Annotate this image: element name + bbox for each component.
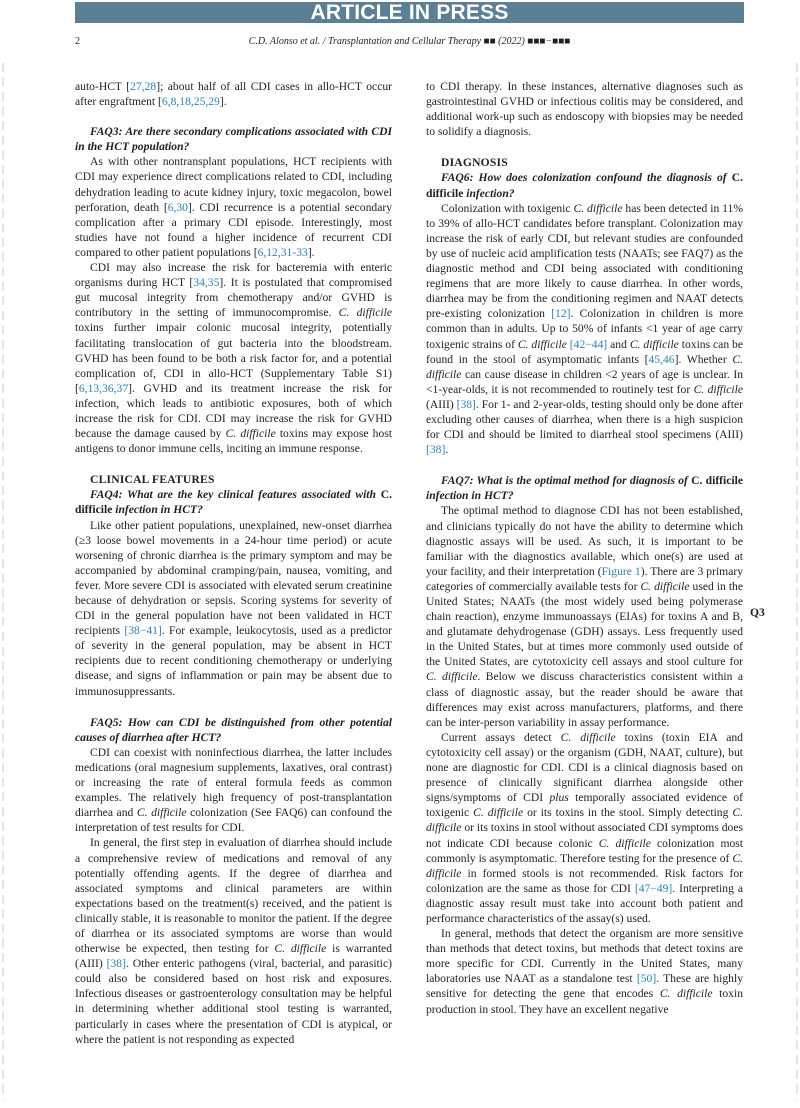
paragraph: As with other nontransplant populations, HCT recipients with CDI may experience direct complications related to CDI, including dehydration leading to acute kidney injury, toxic megacolon, bowel perforation, death [6,30]. CDI recurrence is a potential secondary complication after a primary CDI episode. Interestingly, most studies have not found a higher incidence of recurrent CDI compared to other patient populations [6,12,31-33]. [75,155,392,259]
citation-link[interactable]: [38−41] [124,624,162,638]
citation-link[interactable]: 6,8,18,25,29 [161,95,220,109]
paragraph: CDI may also increase the risk for bacteremia with enteric organisms during HCT [34,35]. It is postulated that compromised gut mucosal integrity from chemotherapy and/or GVHD is contributory in the setting of immunocompromise. C. difficile toxins further impair colonic mucosal integrity, potentially facilitating translocation of gut bacteria into the bloodstream. GVHD has been found to be both a risk factor for, and a potential complication of, CDI in allo-HCT (Supplementary Table S1) [6,13,36,37]. GVHD and its treatment increase the risk for infection, which leads to antibiotic exposures, both of which increase the risk for CDI. CDI may increase the risk for GVHD because the damage caused by C. difficile toxins may expose host antigens to donor immune cells, inciting an immune response. [75,261,392,456]
paragraph: The optimal method to diagnose CDI has not been established, and clinicians typically do not have the ability to determine which diagnostic assays will be used. As such, it is important to be familiar with the diagnostics available, which one(s) are used at your facility, and their interpretation (Figure 1). There are 3 primary categories of commercially available tests for C. difficile used in the United States; NAATs (the most widely used being polymerase chain reaction), enzyme immunoassays (EIAs) for toxins A and B, and glutamate dehydrogenase (GDH) assays. Less frequently used in the United States, but at times more commonly used outside of the United States, are cytotoxicity cell assays and stool culture for C. difficile. Below we discuss characteristics consistent within a class of diagnostic assay, but the reader should be aware that differences may exist across manufacturers, platforms, and there can be inter-person variability in assay performance. [426,504,743,729]
paragraph: Current assays detect C. difficile toxins (toxin EIA and cytotoxicity cell assay) or the organism (GDH, NAAT, culture), but none are diagnostic for CDI. CDI is a clinical diagnosis based on presence of clinically significant diarrhea alongside other signs/symptoms of CDI plus temporally associated evidence of toxigenic C. difficile or its toxins in the stool. Simply detecting C. difficile or its toxins in stool without associated CDI symptoms does not indicate CDI because colonic C. difficile colonization most commonly is asymptomatic. Therefore testing for the presence of C. difficile in formed stools is not recommended. Risk factors for colonization are the same as those for CDI [47−49]. Interpreting a diagnostic assay result must take into account both patient and performance characteristics of the assay(s) used. [426,730,743,925]
citation-link[interactable]: 45,46 [648,352,675,366]
citation-link[interactable]: [47−49] [634,881,673,895]
citation-link[interactable]: 34,35 [193,276,220,290]
faq3-heading: FAQ3: Are there secondary complications associated with CDI in the HCT population? [75,125,392,154]
citation-link[interactable]: [38] [106,957,126,971]
paragraph: Colonization with toxigenic C. difficile has been detected in 11% to 39% of allo-HCT candidates before transplant. Colonization may increase the risk of early CDI, but relevant studies are confounded by use of nucleic acid amplification tests (NAATs; see FAQ7) as the diagnostic method and CDI being associated with conditioning regimens that are more likely to cause diarrhea. In other words, diarrhea may be from the conditioning regimen and NAAT detects pre-existing colonization [12]. Colonization in children is more common than in adults. Up to 50% of infants <1 year of age carry toxigenic strains of C. difficile [42−44] and C. difficile toxins can be found in the stool of asymptomatic infants [45,46]. Whether C. difficile can cause disease in children <2 years of age is unclear. In <1-year-olds, it is not recommended to routinely test for C. difficile (AIII) [38]. For 1- and 2-year-olds, testing should only be done after excluding other causes of diarrhea, when there is a high suspicion for CDI and should be limited to diarrheal stool specimens (AIII) [38]. [426,201,743,457]
citation-link[interactable]: [12] [551,307,571,321]
citation-link[interactable]: [50] [636,972,657,986]
article-in-press-banner: ARTICLE IN PRESS [75,2,744,23]
section-heading-clinical-features: CLINICAL FEATURES [90,473,215,487]
margin-line-numbers-right [796,60,798,1100]
query-marker[interactable]: Q3 [750,606,765,619]
faq4-heading: FAQ4: What are the key clinical features associated with C. difficile infection in HCT? [75,488,392,517]
paragraph: auto-HCT [27,28]; about half of all CDI cases in allo-HCT occur after engraftment [6,8,18,25,29]. [75,80,392,109]
citation-link[interactable]: 6,13,36,37 [78,381,129,395]
paragraph: to CDI therapy. In these instances, alternative diagnoses such as gastrointestinal GVHD or infectious colitis may be considered, and additional work-up such as endoscopy with biopsies may be needed to solidify a diagnosis. [426,80,743,139]
faq7-heading: FAQ7: What is the optimal method for diagnosis of C. difficile infection in HCT? [426,474,743,503]
paragraph: In general, the first step in evaluation of diarrhea should include a comprehensive review of medications and removal of any potentially offending agents. If the degree of diarrhea and associated symptoms and clinical parameters are within expectations based on the treatment(s) received, and the patient is clinically stable, it is reasonable to monitor the patient. If the degree of diarrhea or its associated symptoms are worse than would otherwise be expected, then testing for C. difficile is warranted (AIII) [38]. Other enteric pathogens (viral, bacterial, and parasitic) could also be considered based on host risk and exposures. Infectious diseases or gastroenterology consultation may be helpful in determining whether additional stool testing is warranted, particularly in cases where the presentation of CDI is atypical, or where the patient is not responding as expected [75,836,392,1046]
faq6-heading: FAQ6: How does colonization confound the diagnosis of C. difficile infection? [426,171,743,200]
margin-line-numbers-left [2,60,4,1100]
citation-link[interactable]: 6,30 [167,200,188,214]
citation-link[interactable]: [42−44] [569,337,608,351]
citation-link[interactable]: [38] [456,397,476,411]
section-heading-diagnosis: DIAGNOSIS [441,156,508,170]
paragraph: In general, methods that detect the organism are more sensitive than methods that detect toxins, but methods that detect toxins are more specific for CDI. Currently in the United States, many laboratories use NAAT as a standalone test [50]. These are highly sensitive for detecting the gene that encodes C. difficile toxin production in stool. They have an excellent negative [426,927,743,1016]
journal-citation: C.D. Alonso et al. / Transplantation and Cellular Therapy ■■ (2022) ■■■−■■■ [248,36,571,47]
faq5-heading: FAQ5: How can CDI be distinguished from other potential causes of diarrhea after HCT? [75,715,392,744]
paragraph: Like other patient populations, unexplained, new-onset diarrhea (≥3 loose bowel movements in a 24-hour time period) or acute worsening of chronic diarrhea is the primary symptom and may be accompanied by abdominal cramping/pain, nausea, vomiting, and fever. More severe CDI is associated with elevated serum creatinine because of dehydration or sepsis. Scoring systems for severity of CDI in the general population have not been validated in HCT recipients [38−41]. For example, leukocytosis, used as a predictor of severity in the general population, may be absent in HCT recipients due to recent conditioning chemotherapy or underlying disease, and signs of inflammation or pain may be absent due to immunosuppressants. [75,518,392,698]
right-column [426,79,743,1094]
citation-link[interactable]: 6,12,31-33 [257,245,308,259]
figure-link[interactable]: Figure 1 [601,564,641,578]
citation-link[interactable]: 27,28 [130,80,157,93]
left-column [75,79,392,1094]
paragraph: CDI can coexist with noninfectious diarrhea, the latter includes medications (oral magnesium supplements, laxatives, oral contrast) or increasing the rate of enteral formula feeds as common examples. The relatively high frequency of post-transplantation diarrhea and C. difficile colonization (See FAQ6) can confound the interpretation of test results for CDI. [75,745,392,835]
page-number: 2 [75,36,80,47]
citation-link[interactable]: [38] [426,443,446,457]
running-head [75,34,744,50]
